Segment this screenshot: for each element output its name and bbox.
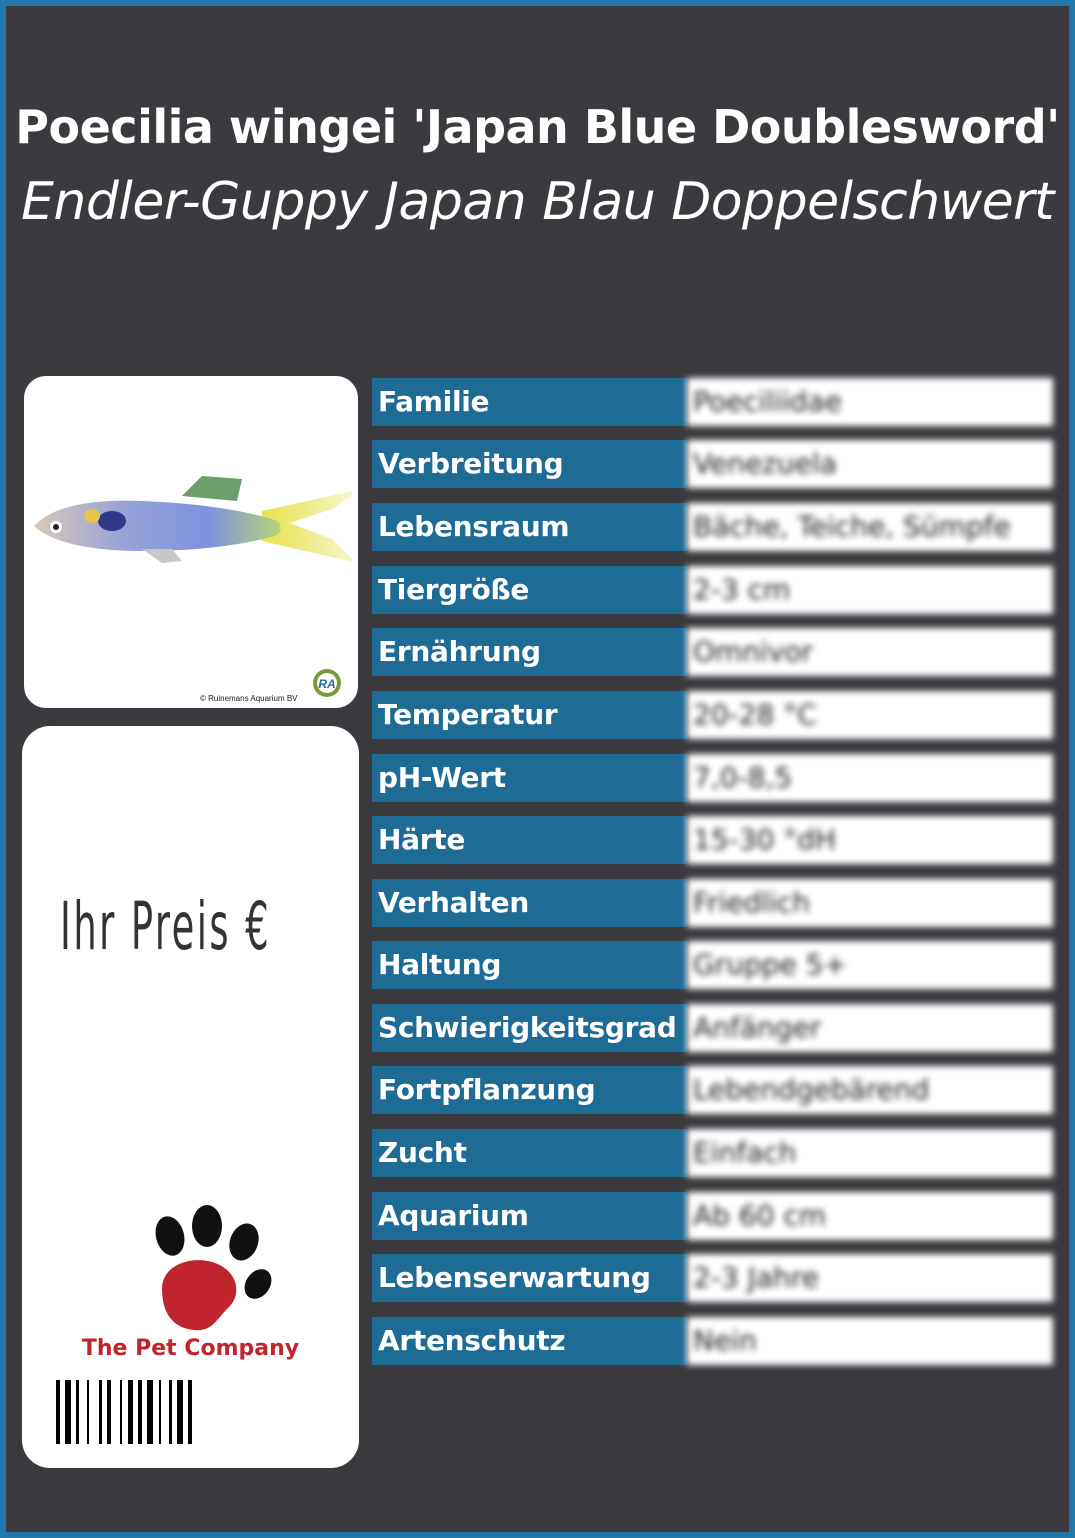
company-name: The Pet Company (81, 1336, 300, 1361)
barcode-icon (56, 1380, 331, 1444)
logo-text: RA (318, 677, 336, 691)
fact-label: Artenschutz (372, 1317, 687, 1365)
barcode-bar (177, 1380, 183, 1444)
barcode-bar (65, 1380, 71, 1444)
barcode-bar (107, 1380, 111, 1444)
fact-row (372, 879, 1053, 927)
fact-row (372, 1004, 1053, 1052)
fact-value: Lebendgebärend (687, 1066, 1053, 1114)
barcode-bar (138, 1380, 142, 1444)
fact-label: Aquarium (372, 1192, 687, 1240)
paw-logo-icon (132, 1204, 282, 1334)
fact-label: Lebenserwartung (372, 1254, 687, 1302)
fish-photo-card (24, 376, 358, 708)
barcode-bar (128, 1380, 133, 1444)
fact-value: 20-28 °C (687, 691, 1053, 739)
fact-label: Schwierigkeitsgrad (372, 1004, 687, 1052)
barcode-bar (188, 1380, 192, 1444)
barcode-bar (56, 1380, 60, 1444)
fact-value: Omnivor (687, 628, 1053, 676)
fact-row (372, 816, 1053, 864)
fact-value: 2-3 Jahre (687, 1254, 1053, 1302)
price-label: Ihr Preis € (60, 888, 272, 965)
ruinemans-logo-icon (312, 668, 342, 698)
barcode-bar (169, 1380, 172, 1444)
fact-row (372, 378, 1053, 426)
price-card (22, 726, 359, 1468)
fact-row (372, 1066, 1053, 1114)
fact-row (372, 1192, 1053, 1240)
fact-label: Familie (372, 378, 687, 426)
fact-value: Poeciliidae (687, 378, 1053, 426)
fact-value: 2-3 cm (687, 566, 1053, 614)
fact-value: Ab 60 cm (687, 1192, 1053, 1240)
barcode-bar (120, 1380, 122, 1444)
fact-value: Einfach (687, 1129, 1053, 1177)
species-title: Poecilia wingei 'Japan Blue Doublesword' (15, 100, 1060, 154)
fact-row (372, 941, 1053, 989)
fact-label: Ernährung (372, 628, 687, 676)
fact-row (372, 628, 1053, 676)
fact-label: pH-Wert (372, 754, 687, 802)
fact-label: Haltung (372, 941, 687, 989)
fact-value: Bäche, Teiche, Sümpfe (687, 503, 1053, 551)
fact-value: Venezuela (687, 440, 1053, 488)
fact-label: Verhalten (372, 879, 687, 927)
fact-value: Anfänger (687, 1004, 1053, 1052)
fact-row (372, 440, 1053, 488)
fact-value: Nein (687, 1317, 1053, 1365)
fact-value: 15-30 °dH (687, 816, 1053, 864)
common-name-subtitle: Endler-Guppy Japan Blau Doppelschwert (21, 172, 1054, 232)
barcode-bar (147, 1380, 153, 1444)
fact-row (372, 1317, 1053, 1365)
fact-label: Lebensraum (372, 503, 687, 551)
fact-row (372, 566, 1053, 614)
fact-row (372, 1129, 1053, 1177)
fact-label: Härte (372, 816, 687, 864)
barcode-bar (159, 1380, 161, 1444)
fact-label: Temperatur (372, 691, 687, 739)
fact-row (372, 503, 1053, 551)
fact-value: 7,0-8,5 (687, 754, 1053, 802)
fact-value: Friedlich (687, 879, 1053, 927)
barcode-bar (76, 1380, 79, 1444)
fact-value: Gruppe 5+ (687, 941, 1053, 989)
barcode-bar (99, 1380, 102, 1444)
fact-row (372, 754, 1053, 802)
fact-label: Verbreitung (372, 440, 687, 488)
fact-label: Tiergröße (372, 566, 687, 614)
fact-label: Zucht (372, 1129, 687, 1177)
photo-credit: © Ruinemans Aquarium BV (200, 694, 298, 703)
barcode-bar (87, 1380, 89, 1444)
fact-label: Fortpflanzung (372, 1066, 687, 1114)
fact-row (372, 691, 1053, 739)
fish-image (32, 471, 352, 581)
fact-row (372, 1254, 1053, 1302)
